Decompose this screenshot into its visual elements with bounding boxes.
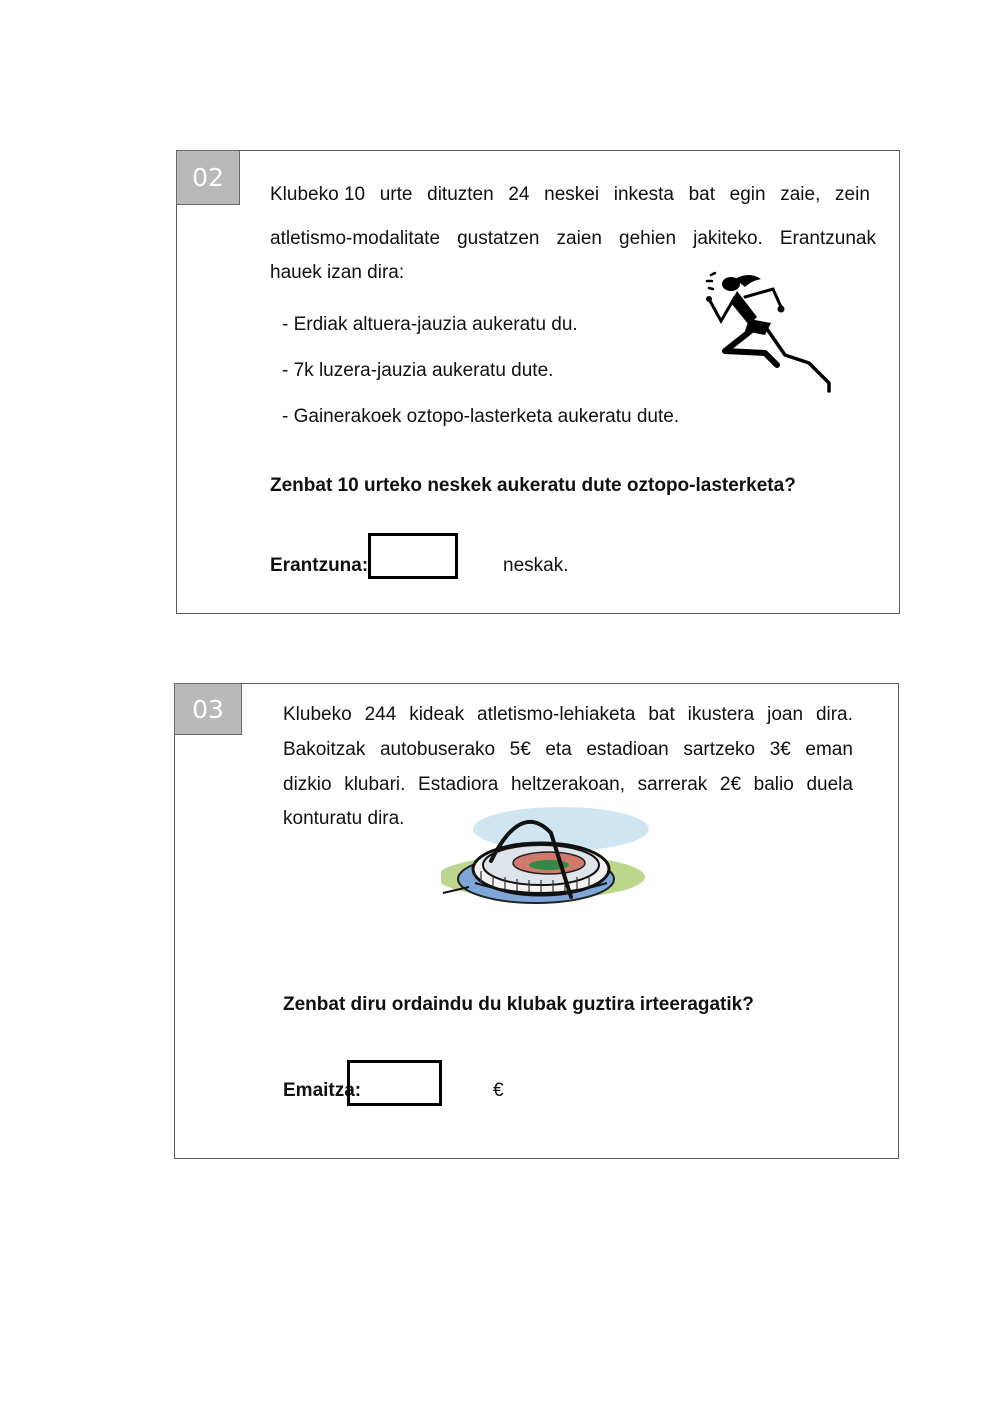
word: gustatzen xyxy=(457,228,540,249)
word: kideak xyxy=(409,704,465,725)
word: atletismo-modalitate xyxy=(270,228,441,249)
word: dira. xyxy=(815,704,853,725)
word: Klubeko xyxy=(283,704,352,725)
word: jakiteko. xyxy=(693,228,763,249)
word: atletismo-lehiaketa xyxy=(477,704,636,725)
word: eman xyxy=(805,739,853,760)
word: zaien xyxy=(556,228,602,249)
word: gehien xyxy=(619,228,677,249)
word: Estadiora xyxy=(418,774,499,795)
word: neskei xyxy=(544,184,600,205)
list-item-half-high-jump: - Erdiak altuera-jauzia aukeratu du. xyxy=(282,314,578,335)
word: ikustera xyxy=(687,704,755,725)
intro-line-3 xyxy=(283,774,853,796)
answer-input[interactable] xyxy=(368,533,458,579)
word: Bakoitzak xyxy=(283,739,366,760)
word: klubari. xyxy=(344,774,406,795)
word: balio xyxy=(753,774,794,795)
word: 3€ xyxy=(769,739,791,760)
question-text: Zenbat diru ordaindu du klubak guztira irteeragatik? xyxy=(283,994,754,1015)
intro-line-1 xyxy=(270,184,870,206)
problem-number-badge: 03 xyxy=(174,683,242,735)
word: Klubeko 10 xyxy=(270,184,366,205)
list-item-hurdles: - Gainerakoek oztopo-lasterketa aukeratu dute. xyxy=(282,406,680,427)
word: estadioan xyxy=(586,739,669,760)
intro-line-2 xyxy=(283,739,853,761)
intro-line-2 xyxy=(270,228,876,250)
word: urte xyxy=(379,184,413,205)
word: joan xyxy=(767,704,804,725)
answer-label: Erantzuna: xyxy=(270,555,369,576)
word: heltzerakoan, xyxy=(510,774,626,795)
intro-line-3: hauek izan dira: xyxy=(270,262,405,283)
answer-unit: neskak. xyxy=(503,555,569,576)
word: autobuserako xyxy=(379,739,496,760)
word: sarrerak xyxy=(637,774,708,795)
word: dituzten xyxy=(427,184,494,205)
list-item-long-jump: - 7k luzera-jauzia aukeratu dute. xyxy=(282,360,554,381)
answer-label: Emaitza: xyxy=(283,1080,362,1101)
problem-number-badge: 02 xyxy=(176,150,240,205)
running-woman-icon xyxy=(697,267,837,393)
word: zaie, xyxy=(780,184,821,205)
problem-card-03 xyxy=(174,683,899,1159)
word: Erantzunak xyxy=(779,228,876,249)
word: dizkio xyxy=(283,774,332,795)
word: 5€ xyxy=(509,739,531,760)
word: duela xyxy=(806,774,853,795)
intro-line-4: konturatu dira. xyxy=(283,808,405,829)
word: 2€ xyxy=(719,774,742,795)
answer-unit: € xyxy=(493,1080,504,1101)
intro-line-1 xyxy=(283,704,853,726)
word: bat xyxy=(688,184,715,205)
word: inkesta xyxy=(613,184,674,205)
question-text: Zenbat 10 urteko neskek aukeratu dute oztopo-lasterketa? xyxy=(270,475,796,496)
word: sartzeko xyxy=(683,739,756,760)
word: bat xyxy=(648,704,675,725)
word: 244 xyxy=(364,704,397,725)
word: eta xyxy=(545,739,572,760)
word: 24 xyxy=(508,184,530,205)
word: egin xyxy=(729,184,766,205)
problem-card-02 xyxy=(176,150,900,614)
word: zein xyxy=(835,184,870,205)
stadium-icon xyxy=(441,799,653,911)
answer-input[interactable] xyxy=(347,1060,442,1106)
